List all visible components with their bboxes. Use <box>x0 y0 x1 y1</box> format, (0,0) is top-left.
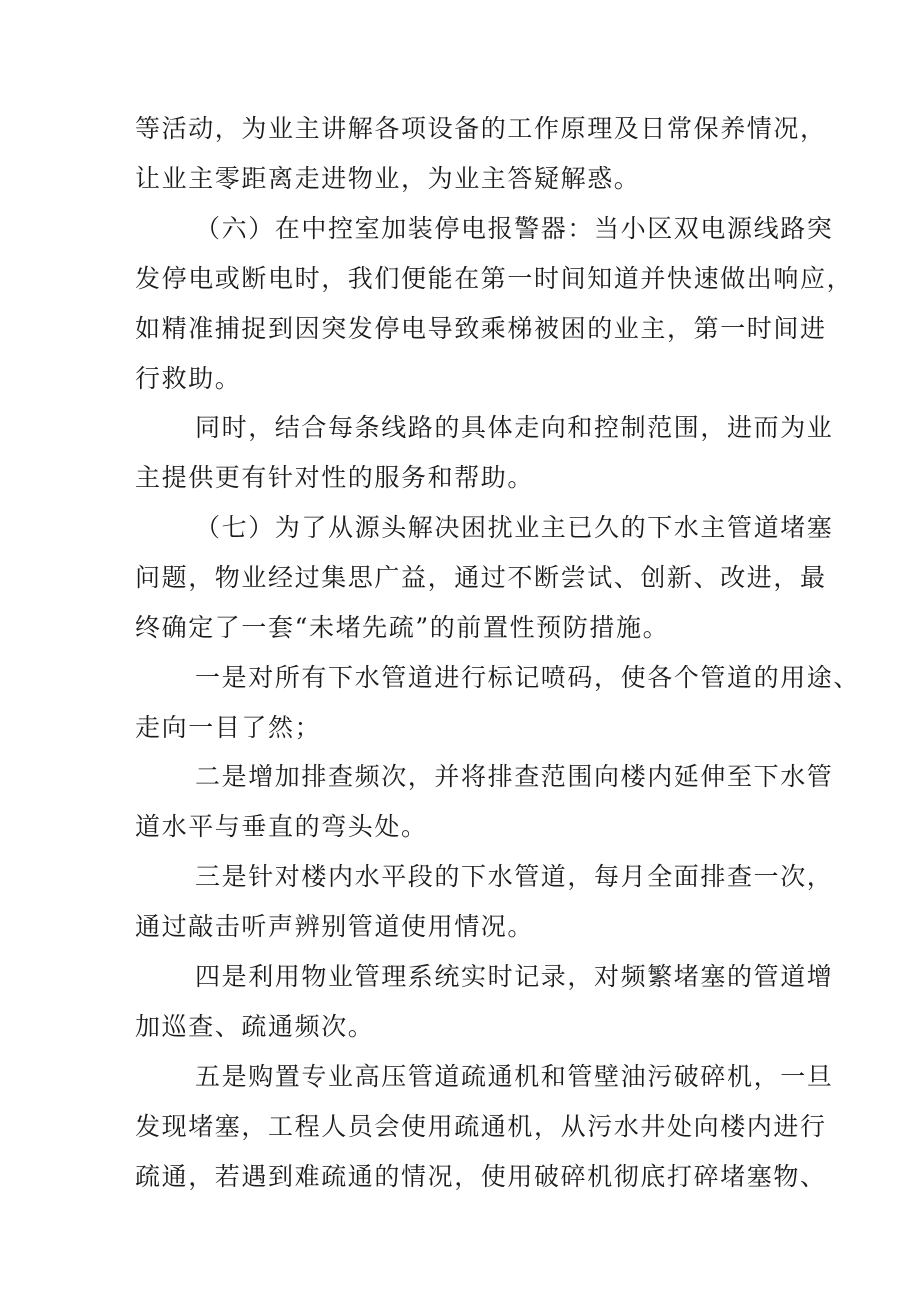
text-line: 让业主零距离走进物业，为业主答疑解惑。 <box>135 164 641 193</box>
text-line: 发停电或断电时，我们便能在第一时间知道并快速做出响应， <box>135 264 854 293</box>
text-line: 加巡查、疏通频次。 <box>135 1012 375 1041</box>
list-item-5-line: 五是购置专业高压管道疏通机和管壁油污破碎机，一旦 <box>195 1062 834 1091</box>
paragraph-7-heading-line: （七）为了从源头解决困扰业主已久的下水主管道堵塞 <box>195 513 834 542</box>
text-line: 疏通，若遇到难疏通的情况，使用破碎机彻底打碎堵塞物、 <box>135 1162 827 1191</box>
text-line: 道水平与垂直的弯头处。 <box>135 812 428 841</box>
text-line: 发现堵塞，工程人员会使用疏通机，从污水井处向楼内进行 <box>135 1112 827 1141</box>
text-line: 通过敲击听声辨别管道使用情况。 <box>135 912 535 941</box>
text-line: 如精准捕捉到因突发停电导致乘梯被困的业主，第一时间进 <box>135 314 827 343</box>
list-item-1-line: 一是对所有下水管道进行标记喷码，使各个管道的用途、 <box>195 663 861 692</box>
text-line: 行救助。 <box>135 364 242 393</box>
text-line: 同时，结合每条线路的具体走向和控制范围，进而为业 <box>195 413 834 442</box>
text-line: 主提供更有针对性的服务和帮助。 <box>135 463 535 492</box>
list-item-2-line: 二是增加排查频次，并将排查范围向楼内延伸至下水管 <box>195 762 834 791</box>
list-item-3-line: 三是针对楼内水平段的下水管道，每月全面排查一次， <box>195 862 834 891</box>
text-line: 问题，物业经过集思广益，通过不断尝试、创新、改进，最 <box>135 563 827 592</box>
text-line: 等活动，为业主讲解各项设备的工作原理及日常保养情况， <box>135 114 827 143</box>
text-line: 走向一目了然； <box>135 713 322 742</box>
list-item-4-line: 四是利用物业管理系统实时记录，对频繁堵塞的管道增 <box>195 962 834 991</box>
paragraph-6-heading-line: （六）在中控室加装停电报警器：当小区双电源线路突 <box>195 214 834 243</box>
text-line: 终确定了一套“未堵先疏”的前置性预防措施。 <box>135 613 670 642</box>
